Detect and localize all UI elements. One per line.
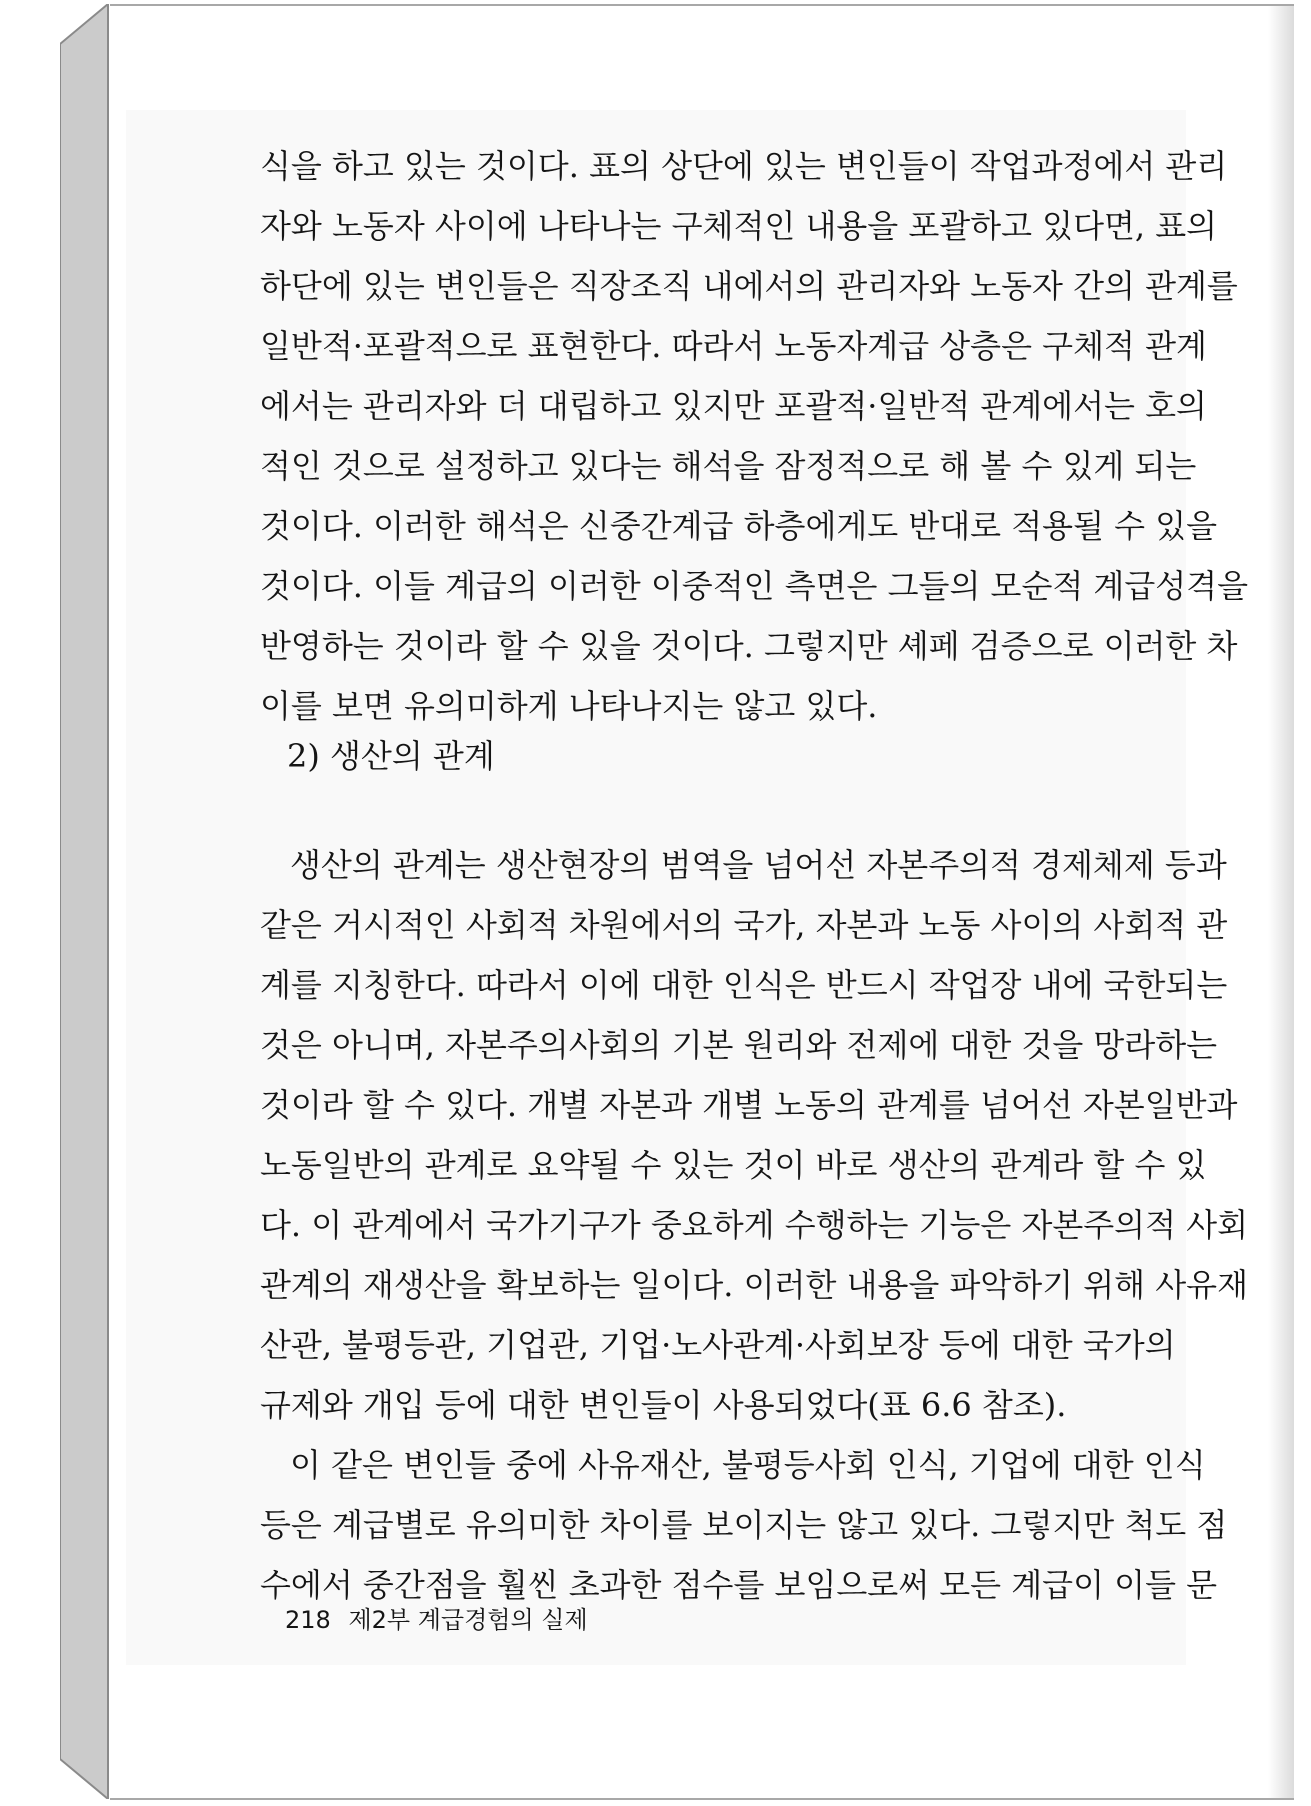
page-number: 218 xyxy=(285,1606,331,1634)
body-line: 일반적·포괄적으로 표현한다. 따라서 노동자계급 상층은 구체적 관계 xyxy=(260,327,1207,365)
body-line: 수에서 중간점을 훨씬 초과한 점수를 보임으로써 모든 계급이 이들 문 xyxy=(260,1566,1218,1604)
body-line: 것이다. 이들 계급의 이러한 이중적인 측면은 그들의 모순적 계급성격을 xyxy=(260,567,1248,605)
body-line: 적인 것으로 설정하고 있다는 해석을 잠정적으로 해 볼 수 있게 되는 xyxy=(260,447,1197,485)
body-line: 노동일반의 관계로 요약될 수 있는 것이 바로 생산의 관계라 할 수 있 xyxy=(260,1146,1207,1184)
body-line: 같은 거시적인 사회적 차원에서의 국가, 자본과 노동 사이의 사회적 관 xyxy=(260,906,1228,944)
body-line: 이 같은 변인들 중에 사유재산, 불평등사회 인식, 기업에 대한 인식 xyxy=(290,1446,1206,1484)
body-line: 것은 아니며, 자본주의사회의 기본 원리와 전제에 대한 것을 망라하는 xyxy=(260,1026,1218,1064)
body-line: 등은 계급별로 유의미한 차이를 보이지는 않고 있다. 그렇지만 척도 점 xyxy=(260,1506,1228,1544)
body-line: 계를 지칭한다. 따라서 이에 대한 인식은 반드시 작업장 내에 국한되는 xyxy=(260,966,1228,1004)
body-line: 것이라 할 수 있다. 개별 자본과 개별 노동의 관계를 넘어선 자본일반과 xyxy=(260,1086,1238,1124)
body-line: 에서는 관리자와 더 대립하고 있지만 포괄적·일반적 관계에서는 호의 xyxy=(260,387,1207,425)
body-line: 산관, 불평등관, 기업관, 기업·노사관계·사회보장 등에 대한 국가의 xyxy=(260,1326,1176,1364)
section-heading: 2) 생산의 관계 xyxy=(287,737,495,775)
body-line: 것이다. 이러한 해석은 신중간계급 하층에게도 반대로 적용될 수 있을 xyxy=(260,507,1218,545)
body-line: 다. 이 관계에서 국가기구가 중요하게 수행하는 기능은 자본주의적 사회 xyxy=(260,1206,1248,1244)
running-head: 제2부 계급경험의 실제 xyxy=(348,1606,588,1634)
body-line: 하단에 있는 변인들은 직장조직 내에서의 관리자와 노동자 간의 관계를 xyxy=(260,267,1238,305)
body-line: 자와 노동자 사이에 나타나는 구체적인 내용을 포괄하고 있다면, 표의 xyxy=(260,207,1218,245)
page-footer xyxy=(285,1603,588,1637)
body-line: 식을 하고 있는 것이다. 표의 상단에 있는 변인들이 작업과정에서 관리 xyxy=(260,147,1228,185)
body-line: 생산의 관계는 생산현장의 범역을 넘어선 자본주의적 경제체제 등과 xyxy=(290,846,1227,884)
body-line: 반영하는 것이라 할 수 있을 것이다. 그렇지만 셰페 검증으로 이러한 차 xyxy=(260,627,1238,665)
book-spine-edge xyxy=(60,4,110,1799)
body-line: 관계의 재생산을 확보하는 일이다. 이러한 내용을 파악하기 위해 사유재 xyxy=(260,1266,1248,1304)
body-line: 이를 보면 유의미하게 나타나지는 않고 있다. xyxy=(260,687,878,725)
page-edge-shadow xyxy=(1268,6,1294,1798)
body-line: 규제와 개입 등에 대한 변인들이 사용되었다(표 6.6 참조). xyxy=(260,1386,1067,1424)
